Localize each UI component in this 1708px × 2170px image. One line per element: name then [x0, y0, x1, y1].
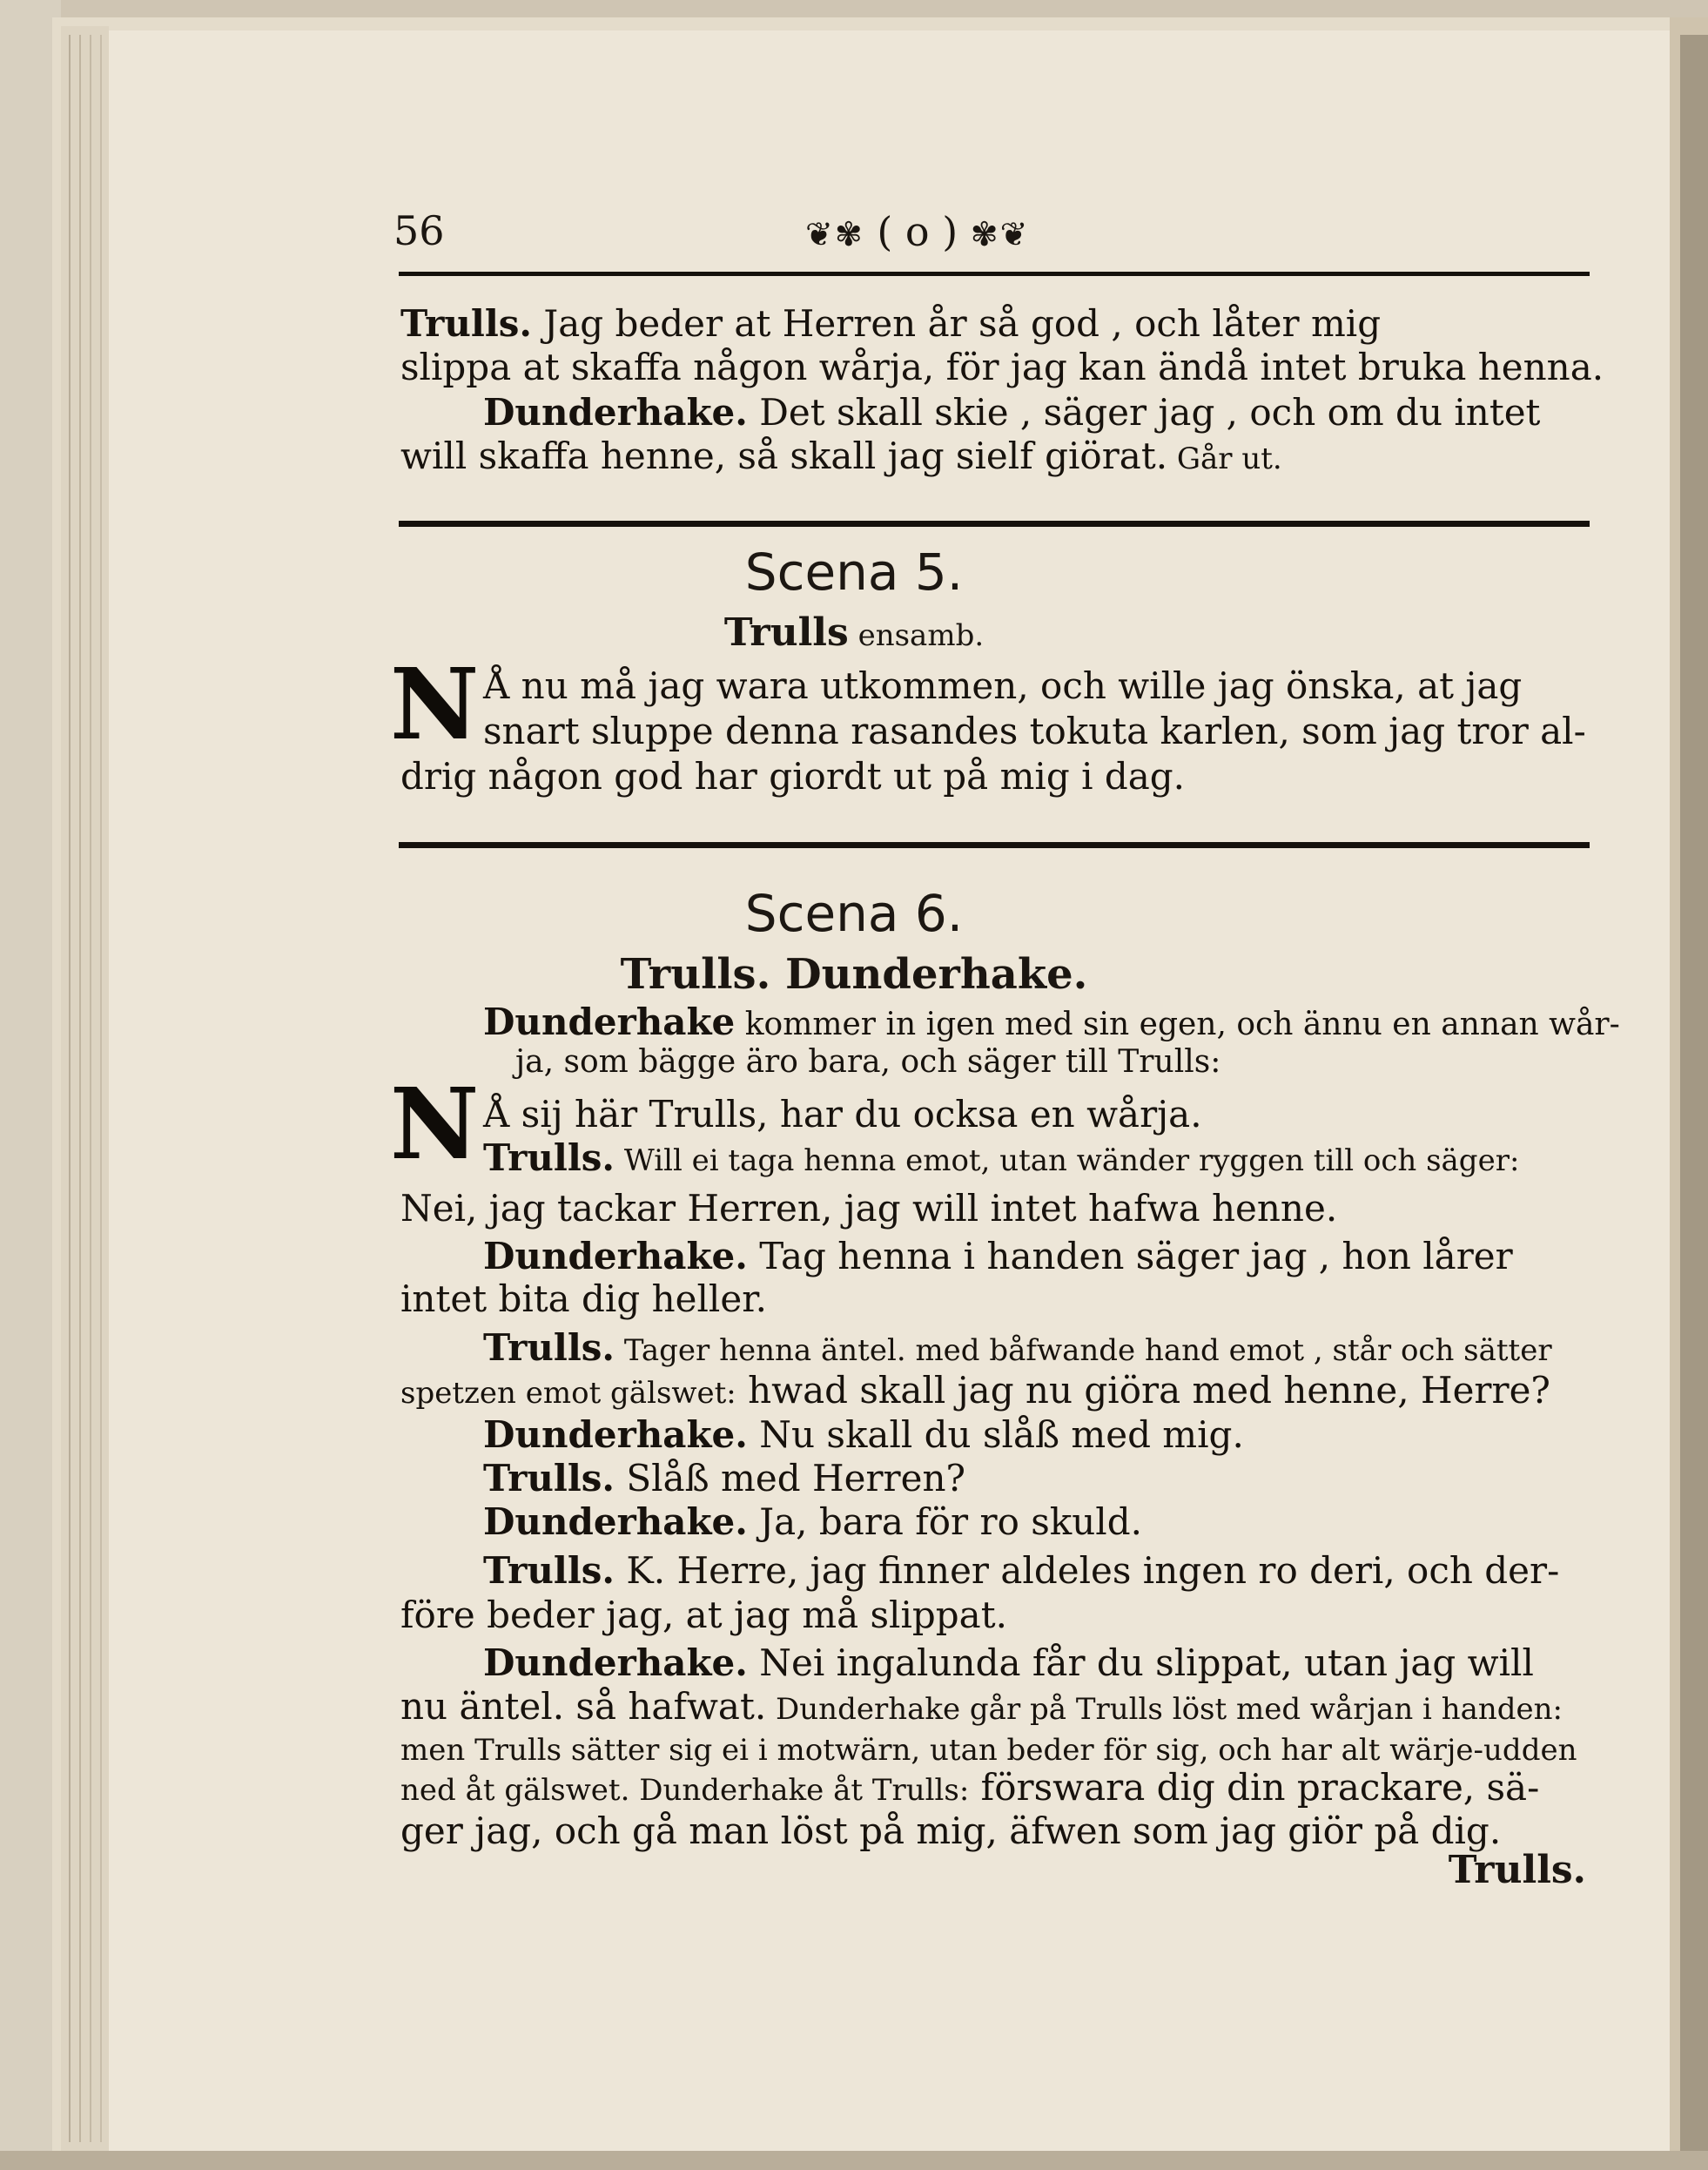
scene-5-title: Scena 5. — [744, 542, 964, 602]
dialogue-text: snart sluppe denna rasandes tokuta karlen, som jag tror al- — [483, 710, 1586, 752]
header-ornament-text: ( o ) — [877, 208, 958, 255]
dialogue-text: Tag henna i handen säger jag , hon lårer — [747, 1235, 1513, 1277]
text-line — [400, 1809, 1589, 1853]
fleuron-right-icon: ✾❦ — [970, 215, 1030, 253]
drop-cap-initial: N — [390, 1068, 474, 1182]
stage-direction: men Trulls sätter sig ei i motwärn, utan beder för sig, och har alt wärje-udden — [400, 1733, 1577, 1768]
speaker-name: Dunderhake. — [483, 1500, 748, 1543]
text-line — [483, 1549, 1671, 1593]
text-line — [400, 1594, 1589, 1637]
text-line — [483, 1235, 1671, 1278]
dialogue-text: drig någon god har giordt ut på mig i dag. — [400, 755, 1186, 798]
dialogue-text: Nu skall du slåß med mig. — [747, 1413, 1244, 1456]
speaker-name: Dunderhake. — [483, 1235, 748, 1277]
header-rule — [399, 272, 1590, 276]
text-line — [400, 435, 1589, 481]
text-line — [400, 1187, 1589, 1230]
stage-direction: Will ei taga henna emot, utan wänder ryggen till och säger: — [615, 1143, 1520, 1178]
stage-direction: ja, som bägge äro bara, och säger till Trulls: — [515, 1044, 1221, 1080]
speaker-name: Trulls. — [483, 1457, 615, 1499]
text-line — [483, 1136, 1671, 1183]
speaker-name: Dunderhake. — [483, 1641, 748, 1684]
stage-direction: ned åt gälswet. Dunderhake åt Trulls: — [400, 1773, 970, 1808]
speaker-name: Dunderhake. — [483, 1413, 748, 1456]
text-line — [483, 1093, 1671, 1136]
text-line — [483, 664, 1589, 708]
page-number: 56 — [393, 207, 445, 254]
dialogue-text: Ja, bara för ro skuld. — [747, 1500, 1142, 1543]
text-line — [400, 755, 1589, 799]
text-line — [483, 1457, 1671, 1500]
speaker-name: Trulls. — [483, 1549, 615, 1592]
dialogue-text: will skaffa henne, så skall jag sielf giörat. — [400, 435, 1168, 477]
scene-divider-rule — [399, 842, 1590, 848]
speaker-name: Trulls. — [483, 1136, 615, 1179]
dialogue-text: Det skall skie , säger jag , och om du intet — [747, 391, 1541, 434]
dialogue-text: Jag beder at Herren år så god , och låter mig — [532, 302, 1382, 345]
dialogue-text: intet bita dig heller. — [400, 1277, 768, 1320]
scene-divider-rule — [399, 521, 1590, 527]
dialogue-text: hwad skall jag nu giöra med henne, Herre? — [736, 1369, 1550, 1412]
scene-6-title: Scena 6. — [744, 884, 964, 943]
stage-direction: Tager henna äntel. med båfwande hand emot , står och sätter — [615, 1333, 1552, 1368]
text-line — [483, 710, 1589, 753]
dialogue-text: Nei, jag tackar Herren, jag will intet hafwa henne. — [400, 1187, 1338, 1230]
dialogue-text: före beder jag, at jag må slippat. — [400, 1594, 1007, 1636]
scene-6-cast: Trulls. Dunderhake. — [620, 950, 1088, 999]
text-line — [400, 1766, 1589, 1812]
catchword: Trulls. — [1448, 1848, 1586, 1892]
dialogue-text: förswara dig din prackare, sä- — [969, 1766, 1540, 1809]
drop-cap-initial: N — [390, 648, 474, 762]
dialogue-text: Nei ingalunda får du slippat, utan jag will — [747, 1641, 1534, 1684]
text-line — [400, 1277, 1589, 1321]
fleuron-left-icon: ❦✾ — [805, 215, 864, 253]
speaker-name: Dunderhake — [483, 1001, 736, 1043]
speaker-name: Trulls. — [400, 302, 533, 345]
text-line — [483, 1326, 1671, 1372]
dialogue-text: Å sij här Trulls, har du ocksa en wårja. — [483, 1093, 1202, 1136]
text-line — [400, 1369, 1589, 1415]
dialogue-text: Å nu må jag wara utkommen, och wille jag önska, at jag — [483, 664, 1523, 707]
dialogue-text: K. Herre, jag finner aldeles ingen ro deri, och der- — [615, 1549, 1560, 1592]
text-line — [483, 1500, 1671, 1544]
dialogue-text: ger jag, och gå man löst på mig, äfwen som jag giör på dig. — [400, 1809, 1502, 1852]
stage-direction: spetzen emot gälswet: — [400, 1376, 736, 1411]
stage-direction: Går ut. — [1167, 441, 1282, 476]
text-line — [515, 1041, 1704, 1084]
speaker-name: Trulls. — [483, 1326, 615, 1369]
text-line — [400, 302, 1589, 346]
stage-direction: kommer in igen med sin egen, och ännu en annan wår- — [735, 1007, 1620, 1042]
text-line — [483, 1413, 1671, 1457]
cast-name: Trulls — [723, 610, 849, 655]
scene-5-cast — [0, 610, 1708, 659]
text-line — [483, 1641, 1671, 1685]
speaker-name: Dunderhake. — [483, 391, 748, 434]
dialogue-text: nu äntel. så hafwat. — [400, 1685, 767, 1728]
dialogue-text: slippa at skaffa någon wårja, för jag kan ändå intet bruka henna. — [400, 346, 1604, 388]
text-line — [400, 346, 1604, 389]
text-line — [483, 391, 1671, 435]
header-ornament — [805, 206, 1029, 260]
text-line — [400, 1685, 1589, 1731]
dialogue-text: Slåß med Herren? — [615, 1457, 966, 1499]
stage-direction: Dunderhake går på Trulls löst med wårjan i handen: — [766, 1692, 1563, 1727]
cast-note: ensamb. — [848, 618, 985, 653]
